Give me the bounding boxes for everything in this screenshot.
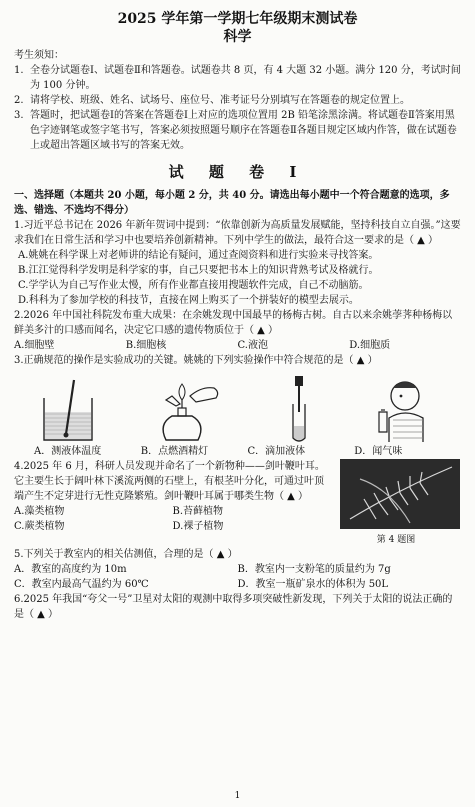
option-b: B.江江觉得科学发明是科学家的事，自己只要把书本上的知识背熟考试及格就行。 bbox=[18, 265, 379, 276]
notice-number: 2. bbox=[14, 95, 24, 106]
question-1 bbox=[14, 218, 461, 308]
figure-caption-b: B．点燃酒精灯 bbox=[140, 446, 209, 457]
notice-item bbox=[14, 108, 461, 153]
question-stem: 5.下列关于教室内的相关估测值，合理的是（ ▲ ） bbox=[14, 549, 238, 560]
figure-caption-a: A．测液体温度 bbox=[34, 446, 102, 457]
thermometer-beaker-figure bbox=[34, 376, 114, 444]
question-stem: 2.2026 年中国社科院发布重大成果：在余姚发现中国最早的杨梅古树。自古以来余姚荸荠种杨梅以鲜美多汁的口感而闻名，决定它口感的遗传物质位于（ ▲ ） bbox=[14, 310, 453, 336]
option-a: A．教室的高度约为 10m bbox=[14, 564, 127, 575]
figure-caption-c: C．滴加液体 bbox=[247, 446, 306, 457]
part-heading: 一、选择题（本题共 20 小题，每小题 2 分，共 40 分。请选出每小题中一个符合题意的选项，多选、错选、不选均不得分） bbox=[14, 190, 450, 216]
question-4-text bbox=[14, 459, 331, 547]
notice-text: 全卷分试题卷Ⅰ、试题卷Ⅱ和答题卷。试题卷共 8 页，有 4 大题 32 小题。满分 120 分，考试时间为 100 分钟。 bbox=[30, 65, 461, 91]
options-row bbox=[14, 504, 331, 519]
notice-number: 1. bbox=[14, 65, 24, 76]
question-4 bbox=[14, 459, 461, 547]
option-c: C．教室内最高气温约为 60℃ bbox=[14, 579, 149, 590]
notice-item bbox=[14, 93, 461, 108]
option-b: B.苔藓植物 bbox=[172, 506, 224, 517]
notice-heading: 考生须知： bbox=[14, 50, 64, 61]
question-stem: 4.2025 年 6 月，科研人员发现并命名了一个新物种——剑叶鞭叶耳。它主要生长于阔叶林下溪流两侧的石壁上，有根茎叶分化，可通过叶顶端产生不定芽进行无性克隆繁殖。剑叶鞭叶耳属于哪类生物（ ▲ ） bbox=[14, 461, 325, 502]
notice-text: 请将学校、班级、姓名、试场号、座位号、准考证号分别填写在答题卷的规定位置上。 bbox=[30, 95, 410, 106]
exam-title: 2025 学年第一学期七年级期末测试卷 bbox=[117, 11, 358, 27]
option-c: C.蕨类植物 bbox=[14, 521, 65, 532]
figure-caption: 第 4 题图 bbox=[376, 535, 416, 545]
options-row bbox=[14, 338, 461, 353]
dropper-test-tube-figure bbox=[259, 376, 339, 444]
option-d: D.细胞质 bbox=[349, 340, 391, 351]
options-row bbox=[14, 562, 461, 577]
exam-subject: 科学 bbox=[223, 29, 252, 45]
notice-number: 3. bbox=[14, 110, 24, 121]
question-stem: 6.2025 年我国“夸父一号”卫星对太阳的观测中取得多项突破性新发现，下列关于太阳的说法正确的是（ ▲ ） bbox=[14, 594, 453, 620]
notice-item bbox=[14, 63, 461, 93]
question-3 bbox=[14, 353, 461, 459]
option-a: A.姚姚在科学课上对老师讲的结论有疑问，通过查阅资料和进行实验来寻找答案。 bbox=[18, 250, 379, 261]
option-a: A.藻类植物 bbox=[14, 506, 65, 517]
question-4-figure bbox=[331, 459, 461, 547]
section-title: 试 题 卷 Ⅰ bbox=[168, 163, 307, 181]
option-d: D．教室一瓶矿泉水的体积为 50L bbox=[237, 579, 389, 590]
option-c: C.液泡 bbox=[237, 340, 268, 351]
option-d: D.科科为了参加学校的科技节，直接在网上购买了一个拼装好的模型去展示。 bbox=[18, 295, 359, 306]
alcohol-lamp-figure bbox=[146, 376, 226, 444]
page-number: 1 bbox=[234, 791, 241, 801]
question-2 bbox=[14, 308, 461, 353]
smelling-gas-figure bbox=[371, 376, 451, 444]
figure-row bbox=[14, 368, 461, 444]
options-row bbox=[14, 577, 461, 592]
option-b: B．教室内一支粉笔的质量约为 7g bbox=[237, 564, 391, 575]
option-b: B.细胞核 bbox=[125, 340, 167, 351]
option-a: A.细胞壁 bbox=[14, 340, 55, 351]
notice-text: 答题时，把试题卷Ⅰ的答案在答题卷Ⅰ上对应的选项位置用 2B 铅笔涂黑涂满。将试题卷Ⅱ答案用黑色字迹钢笔或签字笔书写，答案必须按照题号顺序在答题卷Ⅱ各题目规定区域内作答，做在试题卷上或超出答题区域书写的答案无效。 bbox=[30, 110, 457, 151]
option-d: D.裸子植物 bbox=[172, 521, 224, 532]
fern-photo bbox=[340, 459, 460, 529]
question-5 bbox=[14, 547, 461, 592]
question-stem: 1.习近平总书记在 2026 年新年贺词中提到：“依靠创新为高质量发展赋能，坚持科技自立自强。”这要求我们在日常生活和学习中也要培养创新精神。下列中学生的做法，最符合这一要求的是（ ▲ ） bbox=[14, 220, 461, 246]
notice-block bbox=[14, 48, 461, 153]
figure-caption-d: D．闻气味 bbox=[354, 446, 403, 457]
figure-captions bbox=[14, 444, 461, 459]
option-c: C.学学认为自己写作业太慢，所有作业都直接用搜题软件完成，自己不动脑筋。 bbox=[18, 280, 369, 291]
options-row bbox=[14, 519, 331, 534]
question-6 bbox=[14, 592, 461, 622]
question-stem: 3.正确规范的操作是实验成功的关键。姚姚的下列实验操作中符合规范的是（ ▲ ） bbox=[14, 355, 378, 366]
